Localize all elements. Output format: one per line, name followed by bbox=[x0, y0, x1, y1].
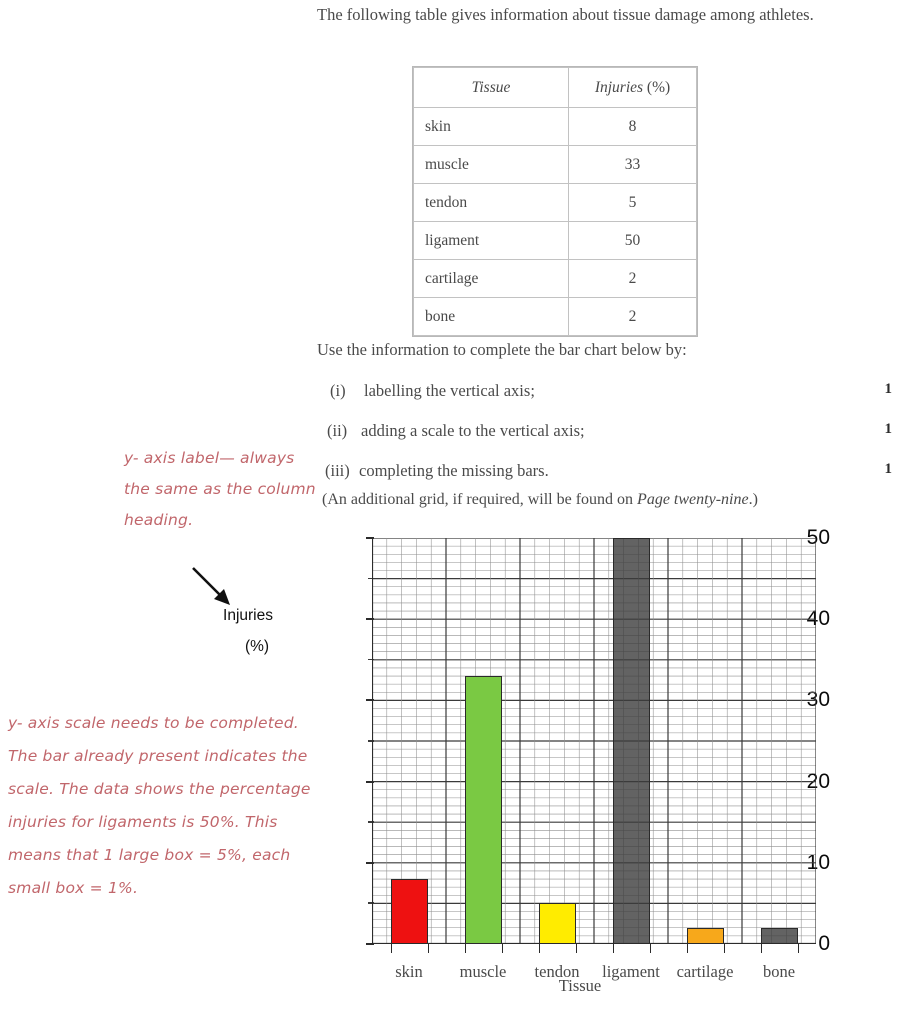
cell-tissue: muscle bbox=[414, 146, 569, 184]
table-row bbox=[414, 298, 697, 336]
x-tickmark-tendon-1 bbox=[576, 944, 578, 953]
table-row bbox=[414, 260, 697, 298]
bar-bone bbox=[761, 928, 798, 944]
x-tick-ligament: ligament bbox=[602, 962, 660, 981]
table-header-row bbox=[414, 68, 697, 108]
bar-chart bbox=[330, 526, 830, 1000]
question-item-iii bbox=[325, 461, 549, 481]
bar-muscle bbox=[465, 676, 502, 944]
column-header-injuries bbox=[569, 68, 697, 108]
x-tickmark-bone-0 bbox=[761, 944, 763, 953]
tissue-table bbox=[413, 67, 697, 336]
tissue-table-container bbox=[412, 66, 698, 337]
question-item-ii-text: adding a scale to the vertical axis; bbox=[361, 421, 585, 440]
marks-item-i: 1 bbox=[884, 381, 892, 397]
x-tick-skin: skin bbox=[395, 962, 423, 981]
y-tick-20: 20 bbox=[806, 769, 830, 793]
bar-tendon bbox=[539, 903, 576, 944]
x-tick-cartilage: cartilage bbox=[676, 962, 734, 981]
y-axis-label-line1: Injuries bbox=[223, 607, 273, 624]
table-row bbox=[414, 108, 697, 146]
grid-note-page-ref: Page twenty-nine bbox=[637, 491, 749, 508]
x-tick-bone: bone bbox=[762, 962, 796, 981]
x-tick-tendon: tendon bbox=[534, 962, 580, 981]
question-item-iii-number: (iii) bbox=[325, 461, 350, 480]
x-tickmark-cartilage-0 bbox=[687, 944, 689, 953]
x-axis-title: Tissue bbox=[558, 976, 602, 995]
cell-injuries: 50 bbox=[569, 222, 697, 260]
y-tick-10: 10 bbox=[806, 850, 830, 874]
plot-area bbox=[372, 538, 816, 944]
bars-container bbox=[372, 538, 816, 944]
x-tickmark-ligament-0 bbox=[613, 944, 615, 953]
use-information-line: Use the information to complete the bar chart below by: bbox=[317, 340, 687, 359]
column-header-tissue: Tissue bbox=[414, 68, 569, 108]
additional-grid-note bbox=[322, 491, 758, 509]
question-item-i bbox=[330, 381, 535, 401]
x-tickmark-tendon-0 bbox=[539, 944, 541, 953]
x-tick-muscle: muscle bbox=[459, 962, 507, 981]
cell-tissue: ligament bbox=[414, 222, 569, 260]
cell-tissue: tendon bbox=[414, 184, 569, 222]
y-axis-label bbox=[212, 600, 284, 662]
grid-note-before: (An additional grid, if required, will be found on bbox=[322, 491, 638, 508]
grid-note-after: .) bbox=[748, 491, 758, 508]
question-item-iii-text: completing the missing bars. bbox=[359, 461, 549, 480]
cell-injuries: 8 bbox=[569, 108, 697, 146]
table-row bbox=[414, 146, 697, 184]
x-tickmark-muscle-1 bbox=[502, 944, 504, 953]
cell-tissue: skin bbox=[414, 108, 569, 146]
x-tickmark-skin-0 bbox=[391, 944, 393, 953]
marks-item-ii: 1 bbox=[884, 421, 892, 437]
marks-item-iii: 1 bbox=[884, 461, 892, 477]
x-tickmark-bone-1 bbox=[798, 944, 800, 953]
table-row bbox=[414, 184, 697, 222]
cell-injuries: 5 bbox=[569, 184, 697, 222]
handwritten-note-axis-scale: y- axis scale needs to be completed. The bar already present indicates the scale. The data shows the percentage injuries for ligaments is 50%. This means that 1 large box = 5%, each small box = 1%. bbox=[8, 714, 311, 897]
handwritten-note-axis-label: y- axis label— always the same as the column heading. bbox=[124, 449, 316, 529]
bar-cartilage bbox=[687, 928, 724, 944]
cell-injuries: 2 bbox=[569, 260, 697, 298]
y-tick-30: 30 bbox=[806, 688, 830, 712]
x-tickmark-skin-1 bbox=[428, 944, 430, 953]
cell-injuries: 2 bbox=[569, 298, 697, 336]
y-tick-50: 50 bbox=[806, 526, 830, 549]
bar-skin bbox=[391, 879, 428, 944]
question-item-i-text: labelling the vertical axis; bbox=[364, 381, 535, 400]
column-header-injuries-text: Injuries bbox=[594, 78, 644, 96]
bar-ligament bbox=[613, 538, 650, 944]
x-tickmark-cartilage-1 bbox=[724, 944, 726, 953]
cell-injuries: 33 bbox=[569, 146, 697, 184]
question-item-i-number: (i) bbox=[330, 381, 346, 400]
question-item-ii bbox=[327, 421, 585, 441]
table-body bbox=[414, 108, 697, 336]
y-tick-40: 40 bbox=[806, 607, 830, 631]
cell-tissue: bone bbox=[414, 298, 569, 336]
table-row bbox=[414, 222, 697, 260]
y-axis-label-line2: (%) bbox=[244, 638, 270, 655]
column-header-injuries-unit: (%) bbox=[643, 78, 671, 96]
x-tickmark-ligament-1 bbox=[650, 944, 652, 953]
question-item-ii-number: (ii) bbox=[327, 421, 348, 440]
intro-paragraph: The following table gives information about tissue damage among athletes. bbox=[317, 5, 814, 24]
cell-tissue: cartilage bbox=[414, 260, 569, 298]
x-tickmark-muscle-0 bbox=[465, 944, 467, 953]
y-tick-0: 0 bbox=[818, 932, 830, 955]
